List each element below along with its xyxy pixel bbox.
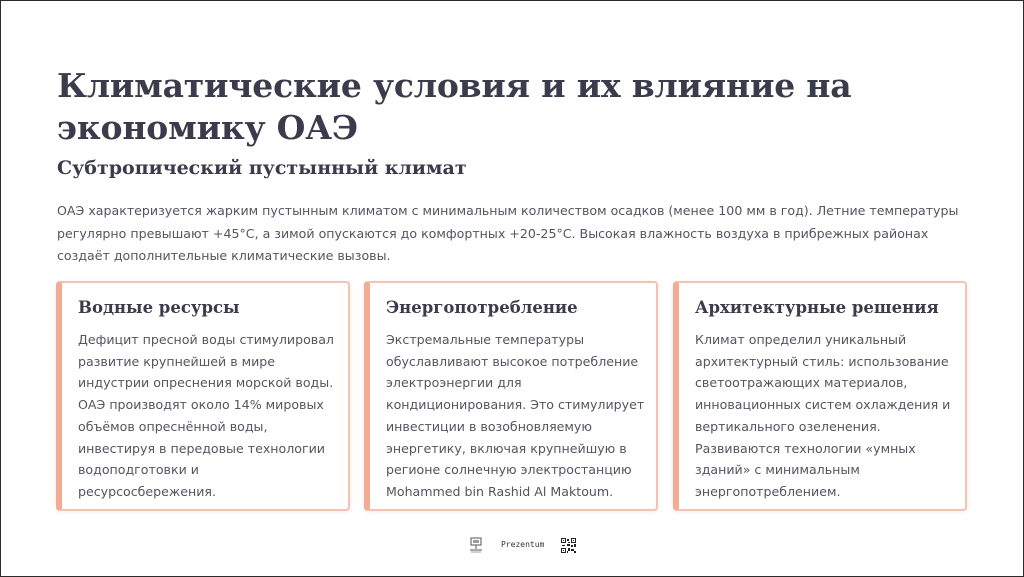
card-text: Климат определил уникальный архитектурный стиль: использование светоотражающих материалов, инновационных систем охлаждения и вертикального озеленения. Развиваются технологии «умных зданий» с минимальным энергопотреблением. xyxy=(695,332,951,499)
card-title: Архитектурные решения xyxy=(695,298,939,317)
page-title: Климатические условия и их влияние на экономику ОАЭ xyxy=(57,66,852,147)
card-text: Дефицит пресной воды стимулировал развитие крупнейшей в мире индустрии опреснения морской воды. ОАЭ производят около 14% мировых объёмов опреснённой воды, инвестируя в передовые технологии водоподготовки и ресурсосбережения. xyxy=(78,332,334,499)
card-energy-consumption xyxy=(364,281,658,511)
presentation-logo-icon[interactable] xyxy=(467,537,485,553)
intro-paragraph: ОАЭ характеризуется жарким пустынным климатом с минимальным количеством осадков (менее 100 мм в год). Летние температуры регулярно превышают +45°C, а зимой опускаются до комфортных +20-25°C. Высокая влажность воздуха в прибрежных районах создаёт дополнительные климатические вызовы. xyxy=(57,203,959,263)
card-architecture xyxy=(673,281,967,511)
qr-code-icon[interactable] xyxy=(561,538,576,553)
card-title: Водные ресурсы xyxy=(78,298,240,317)
card-text: Экстремальные температуры обуславливают высокое потребление электроэнергии для кондиционирования. Это стимулирует инвестиции в возобновляемую энергетику, включая крупнейшую в регионе солнечную электростанцию Mohammed bin Rashid Al Maktoum. xyxy=(386,332,645,499)
page-subtitle: Субтропический пустынный климат xyxy=(57,157,467,179)
card-title: Энергопотребление xyxy=(386,298,578,317)
footer-brand[interactable]: Prezentum xyxy=(501,540,545,549)
card-water-resources xyxy=(56,281,350,511)
footer xyxy=(467,537,579,555)
